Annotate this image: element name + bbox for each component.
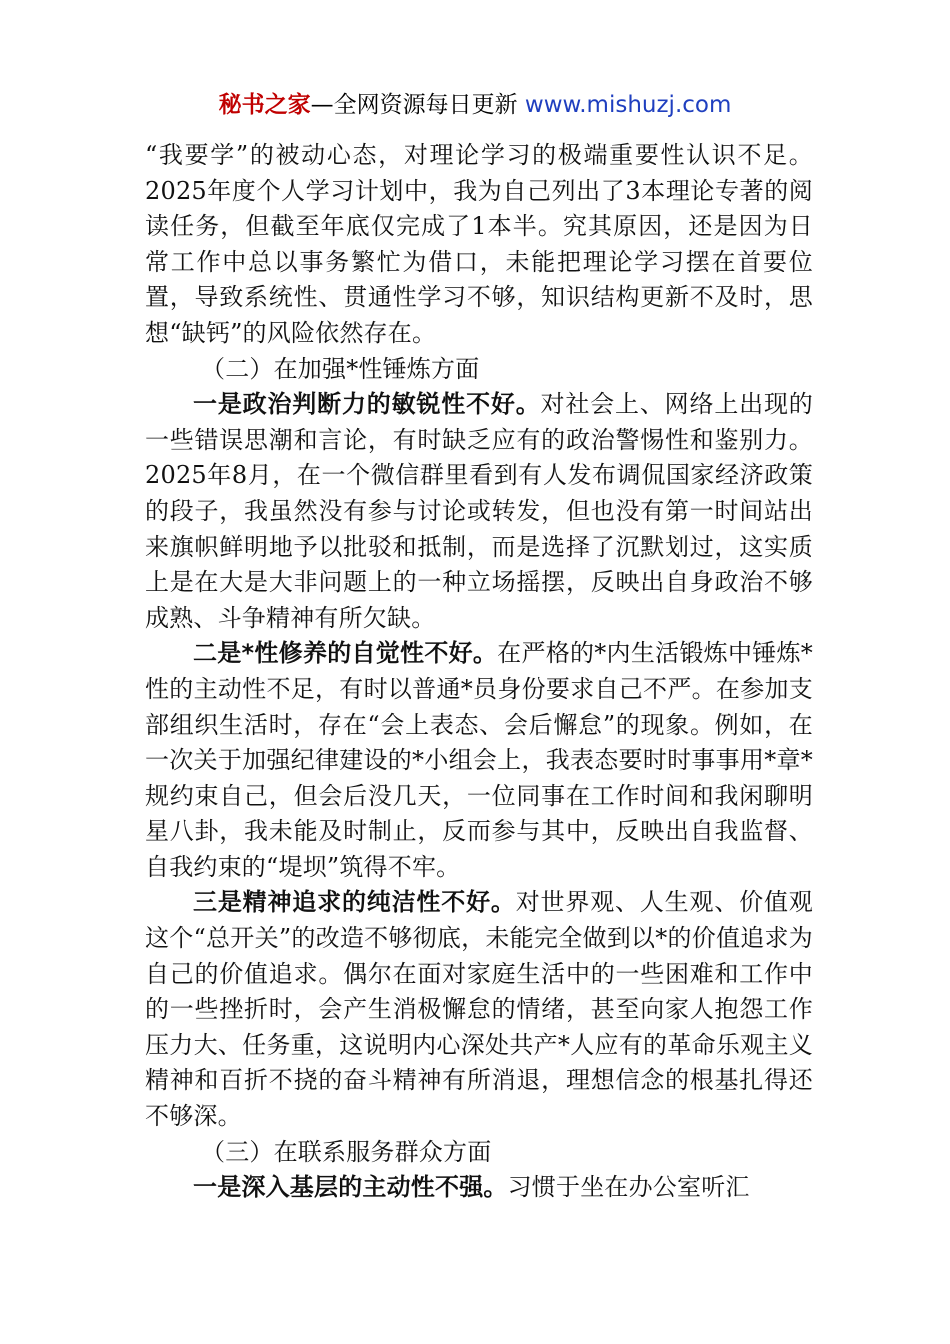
paragraph-text: 对社会上、网络上出现的一些错误思潮和言论，有时缺乏应有的政治警惕性和鉴别力。2025年8月，在一个微信群里看到有人发布调侃国家经济政策的段子，我虽然没有参与讨论或转发，但也没有第一时间站出来旗帜鲜明地予以批驳和抵制，而是选择了沉默划过，这实质上是在大是大非问题上的一种立场摇摆，反映出自身政治不够成熟、斗争精神有所欠缺。 xyxy=(145,390,813,632)
brand-name: 秘书之家 xyxy=(218,92,311,118)
paragraph-lead: 一是政治判断力的敏锐性不好。 xyxy=(193,390,541,419)
paragraph-lead: 二是*性修养的自觉性不好。 xyxy=(193,639,498,668)
paragraph-text: 在严格的*内生活锻炼中锤炼*性的主动性不足，有时以普通*员身份要求自己不严。在参加支部组织生活时，存在“会上表态、会后懈怠”的现象。例如，在一次关于加强纪律建设的*小组会上，我表态要时时事事用*章*规约束自己，但会后没几天，一位同事在工作时间和我闲聊明星八卦，我未能及时制止，反而参与其中，反映出自我监督、自我约束的“堤坝”筑得不牢。 xyxy=(145,639,813,881)
document-body xyxy=(145,138,813,1206)
header-tagline: —全网资源每日更新 xyxy=(310,92,525,118)
paragraph-lead: 一是深入基层的主动性不强。 xyxy=(193,1173,508,1202)
section-heading-2: （二）在加强*性锤炼方面 xyxy=(201,354,480,383)
section-heading-3: （三）在联系服务群众方面 xyxy=(201,1137,492,1166)
paragraph-party-cultivation xyxy=(145,636,813,885)
paragraph-text: 对世界观、人生观、价值观这个“总开关”的改造不够彻底，未能完全做到以*的价值追求为自己的价值追求。偶尔在面对家庭生活中的一些困难和工作中的一些挫折时，会产生消极懈怠的情绪，甚至向家人抱怨工作压力大、任务重，这说明内心深处共产*人应有的革命乐观主义精神和百折不挠的奋斗精神有所消退，理想信念的根基扎得还不够深。 xyxy=(145,888,813,1131)
site-url[interactable]: www.mishuzj.com xyxy=(524,92,732,118)
paragraph-spiritual-pursuit xyxy=(145,885,813,1134)
paragraph-study: “我要学”的被动心态，对理论学习的极端重要性认识不足。2025年度个人学习计划中，我为自己列出了3本理论专著的阅读任务，但截至年底仅完成了1本半。究其原因，还是因为日常工作中总以事务繁忙为借口，未能把理论学习摆在首要位置，导致系统性、贯通性学习不够，知识结构更新不及时，思想“缺钙”的风险依然存在。 xyxy=(145,141,813,347)
paragraph-grassroots xyxy=(145,1170,813,1206)
paragraph-political-judgment xyxy=(145,387,813,636)
paragraph-lead: 三是精神追求的纯洁性不好。 xyxy=(193,888,516,917)
paragraph-text: 习惯于坐在办公室听汇 xyxy=(507,1173,750,1202)
page-header xyxy=(0,88,950,122)
